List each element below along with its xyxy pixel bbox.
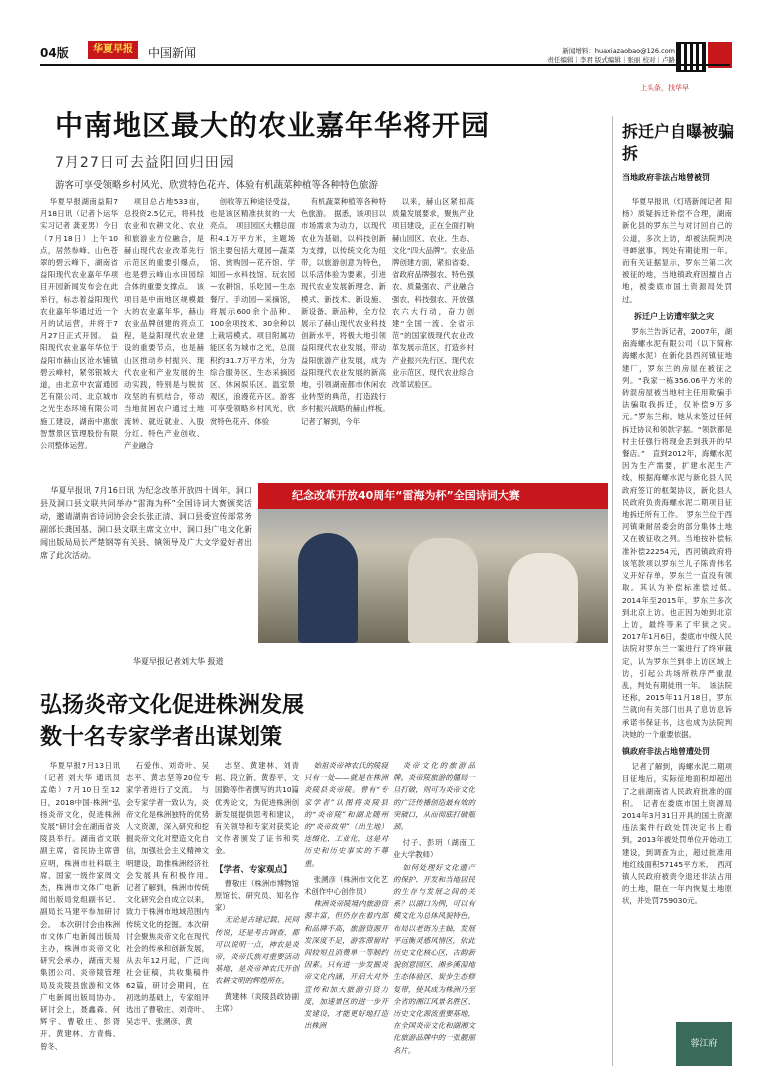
qr-code-icon: [676, 42, 706, 72]
yandi-col-2: 石爱伟、刘奇叶、吴志平、黄志坚等20位专家学者进行了交流。 与会专家学者一致认为，炎帝文化是株洲独特的优势人文资源，深入研究和挖掘炎帝文化对塑造文化自信，加强社会主义精神文明建设，助推株洲经济社会发展具有积极作用。 记者了解到，株洲市传统文化研究会自成立以来，致力于株洲市地域范围内传统文化的挖掘。本次研讨会聚焦炎帝文化在现代社会的传承和创新发展，从去年12月起，广泛向社会征稿，共收集稿件62篇，研讨会期间，在初选的基础上，专家组评选出了曹敬庄、刘奇叶、吴志平、张溯彦、黄: [126, 761, 217, 1027]
promo-ad[interactable]: 蓉江府: [676, 1022, 732, 1066]
yandi-col-4: 始祖炎帝神农氏的陵寝只有一处——就是在株洲炎陵县炎帝陵。曾有“专家学者”认图将炎陵县的“炎帝陵”和湖北随州的“炎帝故里”（出生地）连缀化、工业化，这是对历史和历史事实的不尊重。 张溯彦（株洲市文化艺术创作中心创作员） 株洲炎帝陵境内旅游资源丰富，但仍存在着内部和品牌不高，旅游资源开发深度不足，游客滞留时间较短且消费单一等制约因素。只有进一步发掘炎帝文化内涵，开启大对外宣传和加大旅游引资力度，加速景区的进一步开发建设，才能更好地打造出株洲: [304, 761, 388, 1031]
yandi-headline: [40, 690, 304, 754]
photo-person: [408, 538, 478, 643]
right-sub1: 拆迁户上访遭牢狱之灾: [634, 311, 714, 321]
right-col: 华夏早报讯（灯塔新闻记者 阳杨）质疑拆迁补偿不合理，湖南新化县的罗东兰与对讨回自己的公道，多次上访，却被法院判决寻衅滋事，判处有期徒刑一年。而有关证据显示，罗东兰第二次被征的地，当地镇政府因擅自占地，被娄底市国土资源局处罚过。 拆迁户上访遭牢狱之灾 罗东兰告诉记者，2007年，湖南海螺水泥有限公司（以下简称海螺水泥）在新化县西河镇征地建厂，罗东兰的房屋在被征之列。“我家一栋356.06平方米的砖混房屋被当地村主任用欺骗手法骗取我拆迁，仅补偿9万多元。”罗东兰称。她从未签过任何拆迁协议和领款字据。“领款都是村主任强行将现金丢到我开的早餐店。” 直到2012年，海螺水泥因为生产需要，扩建水泥生产线，根据海螺水泥与新化县人民政府签订的框架协议，新化县人民政府负责海螺水泥二期项目征地拆迁所有工作。 罗东兰位于西河镇秉耐居委会的部分集体土地又在被征收之列。当地按补偿标准补偿22254元，西河镇政府将该笔款项以罗东兰儿子陈青伟名义开好存单，罗东兰一直没有领取。其认为补偿标准偿过低。 2014年至2015年，罗东兰多次到北京上访。也正因为她到北京上访，最终等来了牢狱之灾。 2017年1月6日，娄底市中级人民法院对罗东兰一案进行了终审裁定，认为罗东兰到非上访区域上访，引起公共场所秩序严重混乱，判处有期徒刑一年。 该法院还称，2015年11月18日，罗东兰就向有关部门出具了息访息诉承诺书保证书，这也成为法院判决她的一个重要依据。 镇政府非法占地曾遭处罚 记者了解到，海螺水泥二期项目征地后，实际征地面积却超出了之前湖南省人民政府批准的面积。 记者在娄底市国土资源局2014年3月31日开具的国土资源违法案件行政处罚决定书上看到，2013年被处罚单位开始动工建设，到调查为止，超过批准用地红线面积57145平方米。 西河镇人民政府被责令退还非法占用的土地，限在一年内恢复土地原状，并处罚759030元。: [622, 197, 740, 906]
yandi-col-1: 华夏早报7月13日讯（记者 刘大华 通讯员 孟皓）7月10日至12日，2018中国·株洲“弘扬炎帝文化，促进株洲发展”研讨会在湖南省炎陵县举行。湖南省文联副主席，省民协主席曾应明，株洲市社科联主席、国家一级作家周文杰，株洲市文体广电新闻出版局党组副书记、副局长马建平参加研讨会。 本次研讨会由株洲市文体广电新闻出版局主办，株洲市炎帝文化研究会承办，湖南天易集团公司、炎帝陵管理局及炎陵县旅游和文体广电新闻出版局协办。研讨会上，聂鑫森、何辉宇、曹敬庄、彭胥开、黄建林、方青梅、曾冬、: [40, 761, 120, 1051]
main-col-1: 华夏早报湖南益阳7月18日讯（记者卜运华 实习记者 龚亚男）今日（7月18日）上午10点，居然参峰、山色苍翠的碧云峰下，湖南省益阳现代农业嘉年华项目开园新闻发布会在此举行，标志着益阳现代农业嘉年华通过近一个月的试运营，并将于7月27日正式开园。 益阳现代农业嘉年华位于益阳市赫山区沧水铺镇碧云峰村，紧邻银城大道，由北京中农富通园艺有限公司、北京城市之光生态环境有限公司施工建设，湖南中惠旅智慧景区管理股份有限公司整体运营。: [40, 197, 118, 451]
right-sub2: 镇政府非法占地曾遭处罚: [622, 746, 710, 756]
main-subhead: 7月27日可去益阳回归田园: [55, 155, 235, 171]
yandi-col-3: 志坚、黄建林、刘青崧、段立新、黄春平、文国勤等作者撰写的共10篇优秀论文，为促进株洲创新发展提供思考和建议，有关领导和专家对获奖论文作者颁发了证书和奖金。 【学者、专家观点】 曹敬庄（株洲市博物馆原馆长、研究员、知名作家） 无论是古建记载、民间传说，还是考古调查，都可以说明一点，神农是炎帝，炎帝氏族对重要活动基地，是炎帝神农氏开创农耕文明的辉煌所在。 黄建林（炎陵县政协副主席）: [215, 760, 299, 1066]
main-deck: 游客可享受领略乡村风光、欣赏特色花卉、体验有机蔬菜种植等各种特色旅游: [55, 180, 379, 191]
main-col-2: 项目总占地533亩，总投资2.5亿元，将科技农业和农耕文化、农业和旅游业方位融合，是赫山现代农业改革先行示范区的重要引爆点，也是碧云峰山水田园综合体的重要支撑点。 该项目是中南地区规模最大的农业嘉年华，赫山农业品牌创建的亮点工程，是益阳现代农业建设的重要节点，也是赫山区推动乡村振兴、现代农业和产业发展的生动实践，特别是与脱贫攻坚的有机结合，带动当地贫困农户通过土地流转、就近就业、入股分红、特色产业创收、产业融合: [124, 197, 204, 451]
right-subhead: 当地政府非法占地曾被罚: [622, 173, 710, 182]
photo-person: [508, 553, 578, 643]
right-headline: 拆迁户自曝被骗拆: [622, 122, 735, 163]
opinion-author: 付子、彭玥（湖南工业大学教师）: [393, 838, 475, 860]
header-info: [545, 47, 675, 65]
main-col-4: 有机蔬菜种植等各种特色旅游。 据悉，该项目以市场需求为动力，以现代农业为基础，以科技创新为支撑，以传统文化为纽带，以旅游创意为特色，以乐活体验为要素，引进现代农业发展新理念、新模式、新技术、新设施、新设备、新品种，全方位展示了赫山现代农业科技创新水平，将极大地引领益阳现代农业发展，带动益阳旅游产业发展，成为益阳现代农业发展的新高地，引领湖南都市休闲农业转型的典范，打造践行乡村振兴战略的赫山样板。 记者了解到，今年: [301, 197, 394, 426]
main-headline: 中南地区最大的农业嘉年华将开园: [55, 109, 491, 142]
main-col-3: 创收等五种途径受益，也是该区精准扶贫的一大亮点。 项目园区大棚总面积4.1万平方米，主题场馆主要包括大观园—蔬菜馆、赏购园—花卉馆、学知园—水科技馆、玩农园—农耕馆、乐吃园—生态餐厅、手动园—采摘馆，将展示600余个品种、100余项技术、30余种以上栽培模式。项目附属功能区名为城市之光，总面积约31.7万平方米，分为综合服务区、生态采摘园区、休闲娱乐区、温室景观区，浪漫花卉区。游客可享受领略乡村风光、欣赏特色花卉、体验: [210, 197, 295, 426]
header-slogan: 上头条，找华早: [640, 84, 689, 92]
header-email: 新闻增料：huaxiazaobao@126.com: [562, 47, 675, 55]
page-number: 04版: [40, 46, 69, 60]
header-editors: 责任编辑｜李君 版式编辑｜张丽 校对｜卢路: [547, 56, 675, 64]
opinion-author: 曹敬庄（株洲市博物馆原馆长、研究员、知名作家）: [215, 878, 299, 913]
yandi-headline-line1: 弘扬炎帝文化促进株洲发展: [40, 693, 305, 718]
main-col-5: 以来，赫山区紧扣高质量发展要求，聚焦产业项目建设，正在全面打响赫山园区、农业、生态、文化“四大品牌”。农业品牌创建方面，紧扣省委、省政府品牌强农、特色强农、质量强农、产业融合强农、科技强农、开放强农六大行动，奋力创建“全国一流、全省示范”的国家级现代农业改革发展示范区，打造乡村产业振兴先行区、现代农业示范区、现代农业综合改革试验区。: [392, 197, 474, 390]
opinion-title: 【学者、专家观点】: [215, 864, 292, 875]
yandi-col-5: 炎帝文化的旅游品牌。炎帝陵旅游的僵局一旦打破，则可为炎帝文化的广泛传播创造最有效的突破口，从而彻底打破瓶颈。 付子、彭玥（湖南工业大学教师） 如何处理好文化遗产的保护、开发和当地居民的生存与发展之间的关系？以湖口为例，可以有模文化为总体风貌特色，布局以老街为主轴，发展平远衡灵感风情区，依此历史文化核心区，古韵新貌创意园区、湘乡溪湿地生态体验区、炭步生态修复带，使其成为株洲乃至全省的湘江风景名胜区、历史文化源流重要基地，在全国炎帝文化和湖湘文化旅游品牌中的一张靓丽名片。: [393, 761, 475, 1055]
photo-banner: 纪念改革开放40周年“雷海为杯”全国诗词大赛: [258, 483, 608, 509]
header-rule: [40, 64, 730, 66]
poetry-text: 华夏早报讯 7月16日讯 为纪念改革开放四十周年，洞口县及洞口县文联共同举办“雷海为杯”全国诗词大赛颁奖活动，邀请湖南省诗词协会会长张正清、洞口县委宣传部常务副部长龚国基、洞口县文联主席文立中、洞口县广电文化新闻出版局局长严楚钢等有关县、镇领导及广大文学爱好者出席了此次活动。: [40, 486, 252, 560]
section-name: 中国新闻: [148, 46, 197, 60]
opinion-author: 张溯彦（株洲市文化艺术创作中心创作员）: [304, 874, 388, 897]
yandi-col-6: [480, 760, 604, 1066]
photo-caption: 华夏早报记者刘大华 报道: [133, 657, 224, 666]
yandi-headline-line2: 数十名专家学者出谋划策: [40, 725, 283, 750]
column-divider: [612, 116, 613, 1066]
photo-person: [298, 533, 358, 643]
opinion-author: 黄建林（炎陵县政协副主席）: [215, 991, 299, 1013]
newspaper-logo: 华夏早报: [88, 41, 138, 59]
event-photo: [258, 483, 608, 643]
